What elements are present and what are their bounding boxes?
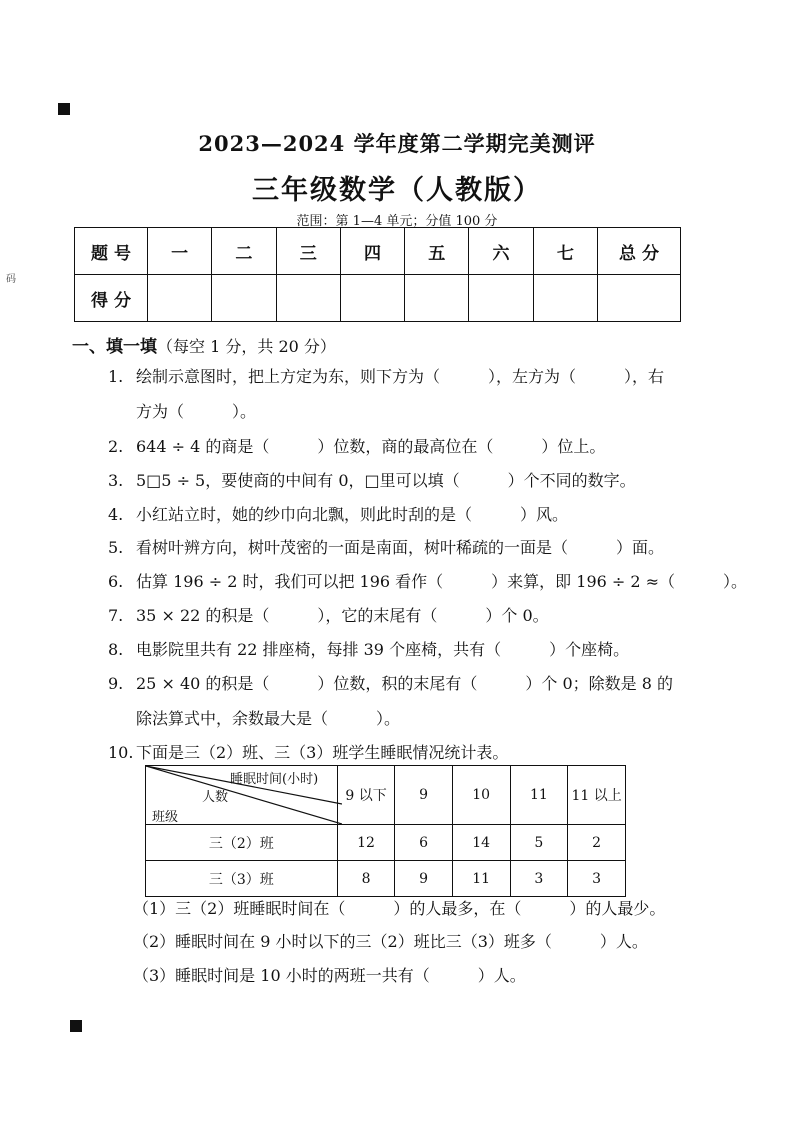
corner-marker-bottom [70, 1020, 82, 1032]
section-number: 一、 [72, 337, 106, 357]
table-cell: 12 [337, 825, 395, 861]
header-class: 班级 [152, 810, 179, 825]
score-col-7: 七 [533, 228, 597, 275]
score-col-6: 六 [469, 228, 533, 275]
question-number: 8. [108, 640, 124, 659]
score-table-header-row [75, 228, 681, 275]
table-cell: 3 [510, 861, 568, 897]
diagonal-header-cell [146, 766, 338, 825]
question-number: 3. [108, 471, 124, 490]
score-cell[interactable] [405, 275, 469, 322]
question-7 [108, 605, 549, 627]
score-cell[interactable] [148, 275, 212, 322]
score-col-4: 四 [340, 228, 404, 275]
score-cell[interactable] [469, 275, 533, 322]
question-number: 1. [108, 367, 124, 386]
question-number: 7. [108, 606, 124, 625]
score-table [74, 227, 681, 322]
question-text: 电影院里共有 22 排座椅，每排 39 个座椅，共有（ ）个座椅。 [136, 640, 630, 659]
score-table-score-row [75, 275, 681, 322]
question-text: 小红站立时，她的纱巾向北飘，则此时刮的是（ ）风。 [136, 505, 569, 524]
score-cell[interactable] [598, 275, 681, 322]
table-cell: 8 [337, 861, 395, 897]
question-9 [108, 673, 673, 695]
question-number: 6. [108, 572, 124, 591]
table-cell: 5 [510, 825, 568, 861]
table-row [146, 825, 626, 861]
table-cell: 14 [452, 825, 510, 861]
table-cell: 6 [395, 825, 452, 861]
question-2 [108, 436, 605, 458]
exam-subtitle: 三年级数学（人教版） [252, 175, 542, 206]
column-header: 11 [510, 766, 568, 825]
column-header: 9 以下 [337, 766, 395, 825]
corner-marker-top [58, 103, 70, 115]
question-number: 10. [108, 743, 134, 762]
table-cell: 11 [452, 861, 510, 897]
sub-question-1: （1）三（2）班睡眠时间在（ ）的人最多，在（ ）的人最少。 [133, 899, 666, 918]
score-col-5: 五 [405, 228, 469, 275]
score-row-label: 题 号 [75, 228, 148, 275]
question-4 [108, 504, 568, 526]
column-header: 11 以上 [568, 766, 626, 825]
score-cell[interactable] [212, 275, 276, 322]
question-text: 看树叶辨方向，树叶茂密的一面是南面，树叶稀疏的一面是（ ）面。 [136, 538, 665, 557]
sleep-table-header-row [146, 766, 626, 825]
sub-question-2: （2）睡眠时间在 9 小时以下的三（2）班比三（3）班多（ ）人。 [133, 932, 648, 951]
question-text: 35 × 22 的积是（ ），它的末尾有（ ）个 0。 [136, 606, 549, 625]
question-1-continued: 方为（ ）。 [136, 402, 257, 421]
sleep-statistics-table [145, 765, 626, 897]
exam-title: 2023—2024 学年度第二学期完美测评 [198, 131, 596, 156]
score-col-2: 二 [212, 228, 276, 275]
score-col-3: 三 [276, 228, 340, 275]
question-number: 9. [108, 674, 124, 693]
section-note: （每空 1 分，共 20 分） [157, 337, 336, 356]
question-text: 下面是三（2）班、三（3）班学生睡眠情况统计表。 [136, 743, 509, 762]
row-label: 三（2）班 [146, 825, 338, 861]
question-3 [108, 470, 636, 492]
section-title: 填一填 [106, 337, 157, 357]
question-number: 4. [108, 505, 124, 524]
table-cell: 3 [568, 861, 626, 897]
score-col-1: 一 [148, 228, 212, 275]
question-text: 估算 196 ÷ 2 时，我们可以把 196 看作（ ）来算，即 196 ÷ 2 ≈（ ）。 [136, 572, 748, 591]
question-number: 5. [108, 538, 124, 557]
question-number: 2. [108, 437, 124, 456]
question-9-continued: 除法算式中，余数最大是（ ）。 [136, 709, 401, 728]
score-col-total: 总 分 [598, 228, 681, 275]
exam-scope: 范围：第 1—4 单元；分值 100 分 [296, 214, 498, 229]
row-label: 三（3）班 [146, 861, 338, 897]
question-text: 5□5 ÷ 5，要使商的中间有 0，□里可以填（ ）个不同的数字。 [136, 471, 636, 490]
table-cell: 9 [395, 861, 452, 897]
section-heading [72, 332, 336, 357]
column-header: 10 [452, 766, 510, 825]
header-count: 人数 [202, 790, 229, 805]
binding-margin-mark: 码 [6, 274, 16, 285]
score-cell[interactable] [340, 275, 404, 322]
question-5 [108, 537, 664, 559]
question-8 [108, 639, 629, 661]
question-text: 644 ÷ 4 的商是（ ）位数，商的最高位在（ ）位上。 [136, 437, 606, 456]
question-10 [108, 742, 508, 764]
question-6 [108, 571, 747, 593]
question-text: 25 × 40 的积是（ ）位数，积的末尾有（ ）个 0；除数是 8 的 [136, 674, 674, 693]
score-row-label: 得 分 [75, 275, 148, 322]
table-cell: 2 [568, 825, 626, 861]
header-sleep-time: 睡眠时间(小时) [230, 772, 319, 787]
sub-question-3: （3）睡眠时间是 10 小时的两班一共有（ ）人。 [133, 966, 526, 985]
table-row [146, 861, 626, 897]
question-1 [108, 366, 664, 388]
question-text: 绘制示意图时，把上方定为东，则下方为（ ），左方为（ ），右 [136, 367, 665, 386]
column-header: 9 [395, 766, 452, 825]
score-cell[interactable] [276, 275, 340, 322]
score-cell[interactable] [533, 275, 597, 322]
